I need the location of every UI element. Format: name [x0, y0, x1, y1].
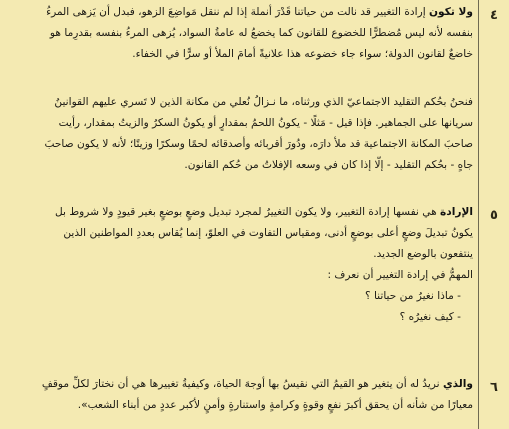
- lead-word: الإرادة: [440, 206, 473, 218]
- text-line: فنحنُ بحُكم التقليد الاجتماعيّ الذي ورثناه، ما نـزالُ نُعلي من مكانة الذين لا تَسري عليهم القوانينُ: [54, 96, 473, 108]
- paragraph-6: [3, 374, 473, 416]
- margin-divider: [478, 0, 479, 429]
- line-text: نريدُ له أن يتغير هو القيمُ التي نقيسُ بها أوجهَ الحياة، وكيفيةُ تغييرها هي أن نختارَ لكلِّ موقفٍ: [41, 378, 443, 390]
- paragraph-number-6: ٦: [490, 380, 498, 395]
- lead-word: ولا تكون: [429, 6, 473, 18]
- lead-word: والذي: [442, 378, 473, 390]
- paragraph-number-4: ٤: [490, 8, 498, 23]
- text-line: بنفسه لأنه ليس مُضطرًّا للخضوع للقانون كما يخضعُ له عامةُ السواد، يُزهى المرءُ بنفسه بقدرِما هو: [49, 27, 473, 39]
- text-line: [3, 202, 473, 223]
- bullet-item: - ماذا نغيرُ من حياتنا ؟: [364, 290, 461, 302]
- line-text: هي نفسها إرادة التغيير، ولا يكون التغييرُ لمجرد تبديل وضعٍ بوضعٍ بغير قيودٍ ولا شروط بل: [54, 206, 441, 218]
- text-line: يكونُ تبديلَ وضعٍ أعلى بوضعٍ أدنى، ومقياس التفاوت في العلوّ، إنما يُقاس بعددِ المواطنين الذين: [63, 227, 473, 239]
- paragraph-number-5: ٥: [490, 208, 498, 223]
- text-line: صاحبَ المكانة الاجتماعية قد ملأ دارَه، ودُورَ أقربائه وأصدقائه لحمًا وسكرًا وزيتًا؛ لأنه لا يكون صاحبَ: [44, 138, 473, 150]
- paragraph-5: [3, 202, 473, 328]
- text-line: معيارًا من شأنه أن يحقق أكبرَ نفعٍ وقوةٍ وكرامةٍ واستنارةٍ وأمنٍ لأكبر عددٍ من أبناء الشعب».: [77, 399, 473, 411]
- paragraph-4-continued: [3, 92, 473, 176]
- text-line: [3, 374, 473, 395]
- text-line: سريانها على الجماهير. فإذا قيل - مَثلًا - يكونُ اللحمُ بمقدارٍ أو يكونُ السكرُ والزيتُ بمقدار، رأيت: [58, 117, 473, 129]
- bullet-item: - كيف نغيرُه ؟: [399, 311, 461, 323]
- text-line: جاهٍ - بحُكم التقليد - إلّا إذا كان في وسعه الإفلاتُ من حُكم القانون.: [184, 159, 473, 171]
- line-text: إرادة التغيير قد نالت من حياتنا قَدْرَ أنملة إذا لم ننقل مَواضِعَ الزهو، فبدل أن يَزهى المرءُ: [46, 6, 430, 18]
- text-line: خاضعٌ لقانون الدولة؛ سواء جاء خضوعه هذا علانيةً أمامَ الملأ أو سرًّا في الخفاء.: [132, 48, 473, 60]
- paragraph-4: [3, 2, 473, 65]
- text-line: [3, 2, 473, 23]
- text-line: المهمُّ في إرادة التغيير أن نعرف :: [327, 269, 473, 281]
- text-line: ينتفعون بالوضع الجديد.: [373, 248, 473, 260]
